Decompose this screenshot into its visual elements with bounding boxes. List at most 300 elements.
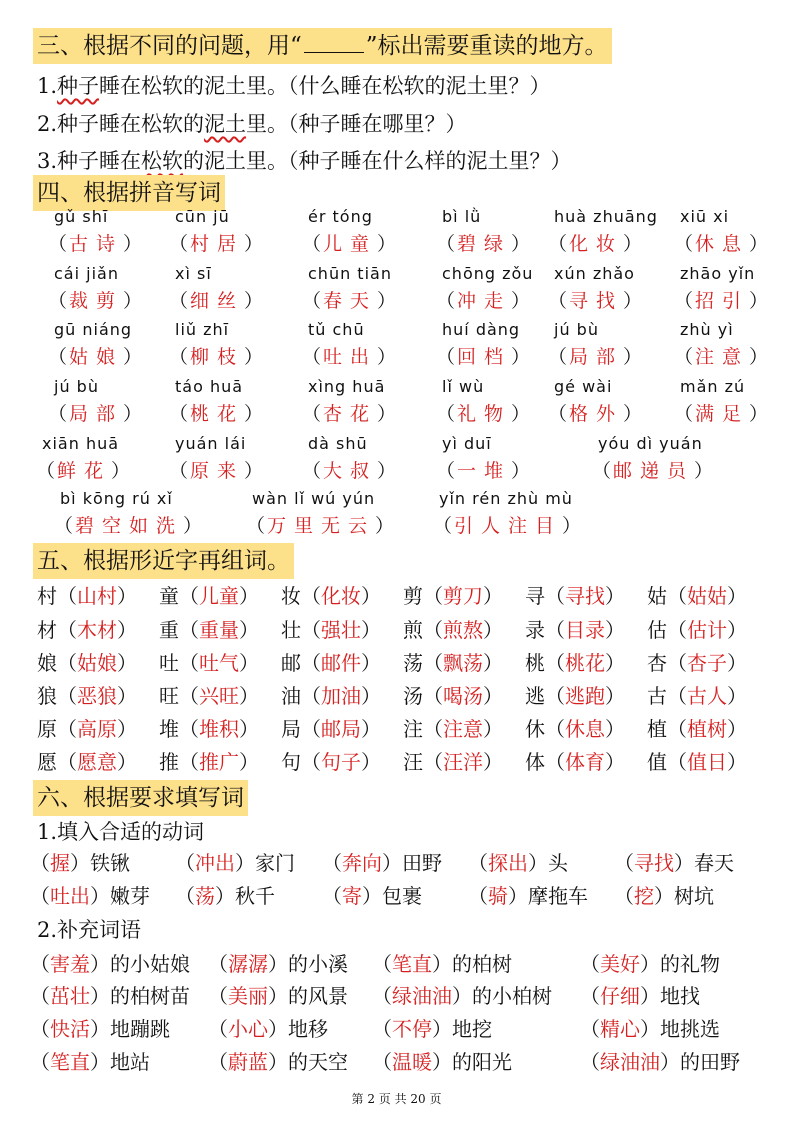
similar-char-cell (37, 715, 159, 743)
base-char: 邮 (281, 651, 301, 675)
answer-word: 剪刀 (443, 584, 483, 608)
phrase-fill (372, 982, 552, 1010)
fill-text: 树坑 (674, 884, 714, 908)
base-char: 愿 (37, 750, 57, 774)
verb-fill (30, 849, 130, 877)
similar-char-cell (647, 582, 769, 610)
answer-word: 堆积 (199, 717, 239, 741)
verb-fill (175, 849, 295, 877)
pinyin-label: xiān huā (42, 434, 120, 453)
paren-close: ） (640, 1017, 660, 1041)
paren-open: （ (179, 584, 199, 608)
answer-text: 冲走 (457, 290, 512, 312)
answer-word: 仔细 (600, 984, 640, 1008)
item-post: 的泥土里。（种子睡在什么样的泥土里？） (183, 149, 572, 173)
paren-close: ） (239, 750, 259, 774)
paren-open: （ (57, 651, 77, 675)
answer-word (548, 286, 644, 313)
fill-text: 家门 (255, 851, 295, 875)
similar-char-cell (647, 616, 769, 644)
answer-text: 桃花 (190, 403, 245, 425)
paren-close: ） (111, 460, 133, 482)
paren-open: （ (208, 952, 228, 976)
paren-open: （ (614, 851, 634, 875)
base-char: 妆 (281, 584, 301, 608)
paren-close: ） (361, 684, 381, 708)
page-footer: 第 2 页 共 20 页 (351, 1092, 442, 1106)
paren-open: （ (667, 750, 687, 774)
paren-open: （ (667, 717, 687, 741)
paren-close: ） (70, 851, 90, 875)
paren-close: ） (749, 290, 771, 312)
paren-open: （ (301, 651, 321, 675)
answer-word: 美好 (600, 952, 640, 976)
answer-word: 逃跑 (565, 684, 605, 708)
fill-text: 地蹦跳 (110, 1017, 170, 1041)
answer-word (36, 456, 132, 483)
similar-char-cell (403, 715, 525, 743)
verb-fill (614, 849, 734, 877)
pinyin-label: yì duī (442, 434, 492, 453)
paren-close: ） (694, 460, 716, 482)
base-char: 录 (525, 618, 545, 642)
base-char: 局 (281, 717, 301, 741)
paren-close: ） (117, 618, 137, 642)
answer-word (302, 456, 398, 483)
fill-text: 秋千 (235, 884, 275, 908)
paren-close: ） (362, 884, 382, 908)
paren-close: ） (483, 750, 503, 774)
base-char: 姑 (647, 584, 667, 608)
paren-close: ） (361, 750, 381, 774)
pinyin-label: yuán lái (175, 434, 247, 453)
paren-open: （ (48, 403, 70, 425)
paren-open: （ (302, 290, 324, 312)
similar-char-row (37, 748, 769, 776)
base-char: 休 (525, 717, 545, 741)
paren-close: ） (511, 290, 533, 312)
answer-word: 姑娘 (77, 651, 117, 675)
answer-word: 茁壮 (50, 984, 90, 1008)
paren-close: ） (432, 952, 452, 976)
section3-item-2 (37, 110, 467, 138)
answer-word (433, 511, 583, 538)
answer-word: 寻找 (634, 851, 674, 875)
paren-open: （ (57, 717, 77, 741)
pinyin-label: zhù yì (680, 320, 734, 339)
answer-text: 局部 (69, 403, 124, 425)
paren-close: ） (375, 515, 397, 537)
answer-word (548, 399, 644, 426)
paren-close: ） (674, 851, 694, 875)
similar-char-row (37, 582, 769, 610)
answer-text: 春天 (323, 290, 378, 312)
base-char: 估 (647, 618, 667, 642)
paren-open: （ (423, 651, 443, 675)
item-num: 1. (37, 74, 58, 98)
fill-text: 摩拖车 (528, 884, 588, 908)
paren-open: （ (468, 851, 488, 875)
pinyin-label: liǔ zhī (175, 320, 230, 339)
answer-text: 古诗 (69, 233, 124, 255)
paren-close: ） (239, 684, 259, 708)
pinyin-label: yóu dì yuán (598, 434, 703, 453)
answer-word: 绿油油 (600, 1050, 660, 1074)
paren-close: ） (623, 346, 645, 368)
similar-char-row (37, 715, 769, 743)
paren-close: ） (654, 884, 674, 908)
phrase-fill (30, 982, 190, 1010)
answer-word: 化妆 (321, 584, 361, 608)
pinyin-label: zhāo yǐn (680, 264, 756, 283)
answer-text: 邮递员 (613, 460, 695, 482)
answer-word (48, 286, 144, 313)
verb-fill (468, 849, 568, 877)
base-char: 村 (37, 584, 57, 608)
fill-text: 的小溪 (288, 952, 348, 976)
answer-word: 温暖 (392, 1050, 432, 1074)
paren-open: （ (175, 851, 195, 875)
paren-open: （ (580, 952, 600, 976)
paren-close: ） (377, 233, 399, 255)
fill-text: 的小柏树 (472, 984, 552, 1008)
paren-close: ） (727, 651, 747, 675)
answer-text: 化妆 (569, 233, 624, 255)
answer-text: 裁剪 (69, 290, 124, 312)
answer-text: 大叔 (323, 460, 378, 482)
item-num: 2. (37, 112, 58, 136)
paren-open: （ (301, 717, 321, 741)
answer-text: 引人注目 (454, 515, 563, 537)
section6-sub1: 1.填入合适的动词 (37, 820, 205, 844)
item-pre: 种子睡在松软的 (57, 112, 205, 136)
pinyin-label: táo huā (175, 377, 244, 396)
pinyin-label: bì kōng rú xǐ (60, 489, 173, 508)
answer-text: 柳枝 (190, 346, 245, 368)
answer-word (674, 286, 770, 313)
paren-close: ） (623, 233, 645, 255)
answer-word: 推广 (199, 750, 239, 774)
answer-word: 绿油油 (392, 984, 452, 1008)
similar-char-cell (281, 582, 403, 610)
answer-word: 目录 (565, 618, 605, 642)
answer-word: 桃花 (565, 651, 605, 675)
fill-text: 铁锹 (90, 851, 130, 875)
pinyin-label: jú bù (554, 320, 599, 339)
paren-open: （ (30, 1050, 50, 1074)
paren-close: ） (117, 584, 137, 608)
answer-word: 潺潺 (228, 952, 268, 976)
paren-close: ） (361, 717, 381, 741)
answer-word: 挖 (634, 884, 654, 908)
paren-close: ） (623, 290, 645, 312)
paren-close: ） (361, 584, 381, 608)
paren-close: ） (511, 460, 533, 482)
paren-open: （ (545, 684, 565, 708)
paren-close: ） (123, 346, 145, 368)
paren-open: （ (545, 750, 565, 774)
phrase-fill (580, 1048, 740, 1076)
similar-char-cell (403, 682, 525, 710)
answer-word: 重量 (199, 618, 239, 642)
paren-close: ） (90, 984, 110, 1008)
paren-close: ） (244, 460, 266, 482)
paren-open: （ (169, 346, 191, 368)
base-char: 逃 (525, 684, 545, 708)
answer-word: 姑姑 (687, 584, 727, 608)
similar-char-cell (37, 682, 159, 710)
similar-char-cell (281, 715, 403, 743)
base-char: 推 (159, 750, 179, 774)
similar-char-cell (281, 649, 403, 677)
answer-word (169, 456, 265, 483)
paren-open: （ (57, 684, 77, 708)
stress-mark: 泥土 (204, 112, 247, 136)
similar-char-cell (403, 748, 525, 776)
paren-close: ） (452, 984, 472, 1008)
paren-open: （ (372, 1017, 392, 1041)
answer-word: 山村 (77, 584, 117, 608)
base-char: 娘 (37, 651, 57, 675)
fill-text: 包裹 (382, 884, 422, 908)
pinyin-label: xìng huā (308, 377, 386, 396)
similar-char-cell (525, 682, 647, 710)
section3-heading (33, 28, 612, 64)
similar-char-row (37, 616, 769, 644)
paren-open: （ (30, 984, 50, 1008)
answer-word: 值日 (687, 750, 727, 774)
base-char: 桃 (525, 651, 545, 675)
paren-close: ） (605, 750, 625, 774)
paren-close: ） (268, 952, 288, 976)
answer-text: 礼物 (457, 403, 512, 425)
answer-word (48, 399, 144, 426)
paren-close: ） (117, 684, 137, 708)
paren-open: （ (208, 984, 228, 1008)
answer-text: 姑娘 (69, 346, 124, 368)
similar-char-row (37, 682, 769, 710)
paren-open: （ (545, 584, 565, 608)
paren-open: （ (54, 515, 76, 537)
answer-word (169, 229, 265, 256)
paren-open: （ (592, 460, 614, 482)
paren-open: （ (468, 884, 488, 908)
similar-char-cell (525, 616, 647, 644)
paren-close: ） (268, 1050, 288, 1074)
answer-text: 局部 (569, 346, 624, 368)
paren-open: （ (436, 290, 458, 312)
fill-text: 田野 (402, 851, 442, 875)
pinyin-label: yǐn rén zhù mù (439, 489, 573, 508)
base-char: 壮 (281, 618, 301, 642)
base-char: 狼 (37, 684, 57, 708)
paren-close: ） (183, 515, 205, 537)
phrase-fill (372, 1048, 512, 1076)
paren-close: ） (511, 403, 533, 425)
paren-open: （ (301, 584, 321, 608)
fill-text: 的阳光 (452, 1050, 512, 1074)
paren-open: （ (48, 346, 70, 368)
paren-open: （ (179, 618, 199, 642)
similar-char-cell (37, 649, 159, 677)
answer-word: 杏子 (687, 651, 727, 675)
paren-open: （ (48, 290, 70, 312)
paren-open: （ (36, 460, 58, 482)
verb-fill (322, 849, 442, 877)
answer-word: 小心 (228, 1017, 268, 1041)
similar-char-cell (159, 616, 281, 644)
paren-open: （ (322, 851, 342, 875)
paren-close: ） (244, 346, 266, 368)
fill-text: 地挑选 (660, 1017, 720, 1041)
answer-text: 一堆 (457, 460, 512, 482)
paren-close: ） (90, 884, 110, 908)
paren-open: （ (302, 403, 324, 425)
answer-word: 美丽 (228, 984, 268, 1008)
paren-open: （ (423, 717, 443, 741)
paren-open: （ (674, 290, 696, 312)
answer-word: 煎熬 (443, 618, 483, 642)
paren-open: （ (423, 584, 443, 608)
section6-sub2: 2.补充词语 (37, 918, 142, 942)
section3-heading-pre: 三、根据不同的问题，用“ (37, 33, 302, 59)
pinyin-label: tǔ chū (308, 320, 365, 339)
pinyin-label: huà zhuāng (554, 207, 658, 226)
answer-text: 儿童 (323, 233, 378, 255)
section3-item-1 (37, 72, 551, 100)
similar-char-cell (159, 582, 281, 610)
fill-text: 地移 (288, 1017, 328, 1041)
paren-close: ） (640, 984, 660, 1008)
underline-blank (304, 38, 364, 53)
paren-close: ） (239, 717, 259, 741)
paren-open: （ (674, 403, 696, 425)
answer-word: 精心 (600, 1017, 640, 1041)
paren-open: （ (423, 750, 443, 774)
paren-open: （ (302, 460, 324, 482)
answer-word: 古人 (687, 684, 727, 708)
phrase-fill (372, 950, 512, 978)
answer-text: 杏花 (323, 403, 378, 425)
base-char: 堆 (159, 717, 179, 741)
base-char: 植 (647, 717, 667, 741)
base-char: 杏 (647, 651, 667, 675)
paren-open: （ (322, 884, 342, 908)
verb-fill (468, 882, 588, 910)
answer-word: 吐气 (199, 651, 239, 675)
answer-text: 吐出 (323, 346, 378, 368)
base-char: 材 (37, 618, 57, 642)
paren-open: （ (423, 618, 443, 642)
paren-close: ） (361, 651, 381, 675)
fill-text: 的天空 (288, 1050, 348, 1074)
paren-open: （ (436, 460, 458, 482)
paren-close: ） (483, 684, 503, 708)
paren-close: ） (749, 346, 771, 368)
paren-close: ） (377, 346, 399, 368)
paren-close: ） (361, 618, 381, 642)
answer-word (436, 229, 532, 256)
paren-close: ） (660, 1050, 680, 1074)
answer-word: 不停 (392, 1017, 432, 1041)
answer-word (169, 399, 265, 426)
phrase-fill (580, 950, 720, 978)
paren-close: ） (511, 346, 533, 368)
similar-char-cell (37, 748, 159, 776)
paren-open: （ (580, 1050, 600, 1074)
paren-open: （ (57, 750, 77, 774)
pinyin-label: gé wài (554, 377, 613, 396)
answer-word: 飘荡 (443, 651, 483, 675)
answer-word: 笔直 (50, 1050, 90, 1074)
item-post: 里。（种子睡在哪里？） (246, 112, 467, 136)
pinyin-label: gū niáng (54, 320, 133, 339)
answer-word: 握 (50, 851, 70, 875)
paren-open: （ (545, 651, 565, 675)
answer-text: 碧绿 (457, 233, 512, 255)
paren-open: （ (169, 290, 191, 312)
paren-close: ） (483, 717, 503, 741)
paren-close: ） (640, 952, 660, 976)
answer-word (436, 342, 532, 369)
pinyin-label: xì sī (175, 264, 212, 283)
answer-text: 鲜花 (57, 460, 112, 482)
fill-text: 地站 (110, 1050, 150, 1074)
answer-word (302, 229, 398, 256)
answer-text: 注意 (695, 346, 750, 368)
answer-word (302, 399, 398, 426)
answer-word: 休息 (565, 717, 605, 741)
paren-open: （ (548, 403, 570, 425)
paren-close: ） (377, 403, 399, 425)
answer-word (302, 342, 398, 369)
base-char: 童 (159, 584, 179, 608)
similar-char-cell (403, 649, 525, 677)
answer-word: 强壮 (321, 618, 361, 642)
paren-close: ） (117, 651, 137, 675)
phrase-fill (30, 1015, 170, 1043)
paren-close: ） (605, 584, 625, 608)
answer-word: 邮件 (321, 651, 361, 675)
answer-word: 高原 (77, 717, 117, 741)
pinyin-label: huí dàng (442, 320, 521, 339)
similar-char-cell (647, 715, 769, 743)
paren-close: ） (432, 1050, 452, 1074)
similar-char-cell (525, 582, 647, 610)
answer-word: 吐出 (50, 884, 90, 908)
paren-close: ） (727, 717, 747, 741)
phrase-fill (30, 1048, 150, 1076)
answer-word: 冲出 (195, 851, 235, 875)
base-char: 汪 (403, 750, 423, 774)
paren-open: （ (169, 233, 191, 255)
paren-close: ） (749, 233, 771, 255)
answer-text: 回档 (457, 346, 512, 368)
base-char: 油 (281, 684, 301, 708)
paren-open: （ (667, 651, 687, 675)
pinyin-label: chūn tiān (308, 264, 392, 283)
paren-open: （ (372, 952, 392, 976)
fill-text: 的礼物 (660, 952, 720, 976)
answer-word (246, 511, 396, 538)
paren-open: （ (179, 717, 199, 741)
fill-text: 头 (548, 851, 568, 875)
answer-word: 儿童 (199, 584, 239, 608)
paren-open: （ (302, 233, 324, 255)
answer-word (169, 286, 265, 313)
answer-word (169, 342, 265, 369)
similar-char-cell (647, 682, 769, 710)
